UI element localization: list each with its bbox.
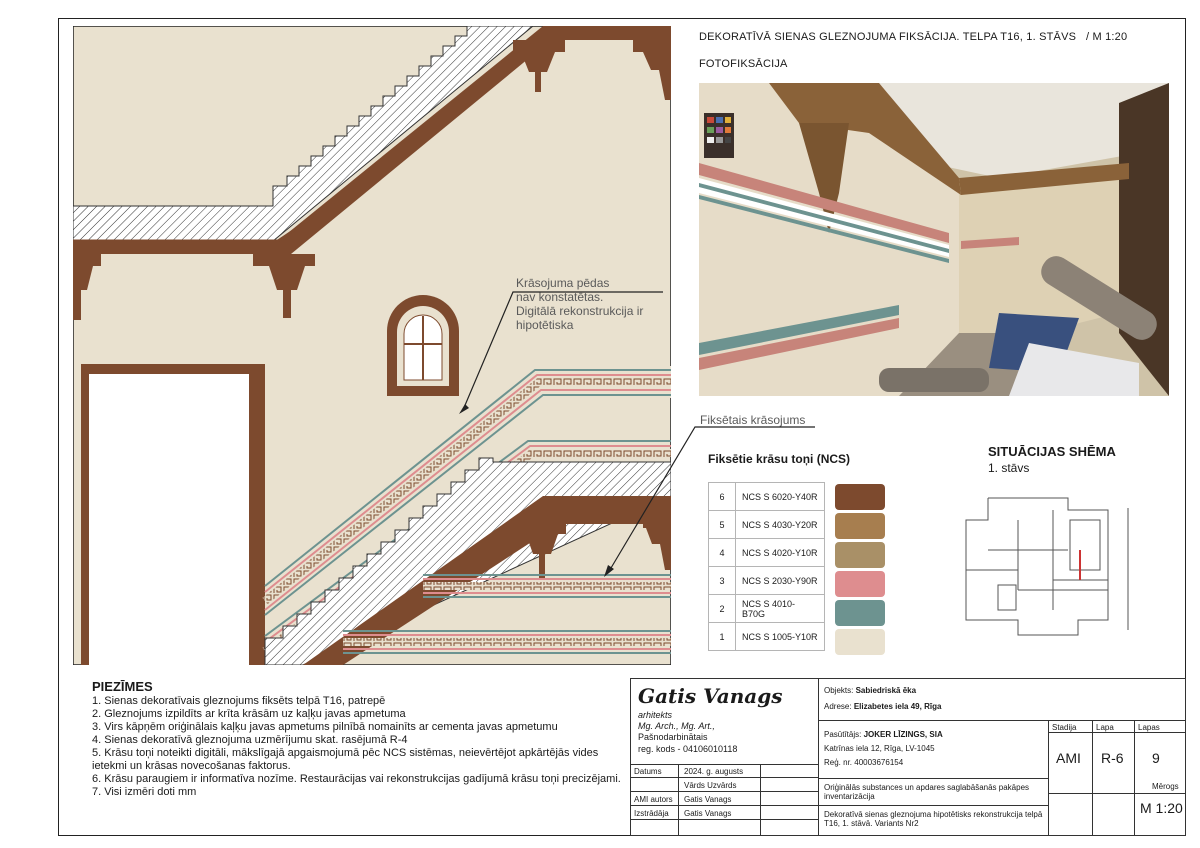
legend-title: Fiksētie krāsu toņi (NCS) [708,452,851,466]
note-item: 2. Gleznojums izpildīts ar krīta krāsām uz kaļķu javas apmetuma [92,708,406,720]
note-item: 4. Sienas dekoratīvā gleznojuma uzmērījumu skat. rasējumā R-4 [92,734,408,746]
notes-heading: PIEZĪMES [92,679,153,694]
name-sign-label: Vārds Uzvārds [684,781,737,790]
situation-floor: 1. stāvs [988,461,1030,475]
row-num: 3 [709,567,736,595]
author-degree: Mg. Arch., Mg. Art., [638,721,715,731]
row-num: 1 [709,623,736,651]
address-value: Elizabetes iela 49, Rīga [853,702,942,711]
table-row [709,623,825,651]
color-swatch-5 [835,513,885,539]
prepared-label: Izstrādāja [634,809,669,818]
color-swatch-1 [835,629,885,655]
author-reg: reg. kods - 04106010118 [638,744,738,754]
ncs-code: NCS S 4010-B70G [736,595,825,623]
prepared-value: Gatis Vanags [684,809,732,818]
hypo-line-3: Digitālā rekonstrukcija ir [516,304,644,318]
table-row [709,511,825,539]
table-row [709,483,825,511]
hypo-line-2: nav konstatētas. [516,290,604,304]
date-value: 2024. g. augusts [684,767,744,776]
sheets-label: Lapas [1138,723,1160,732]
address-label: Adrese: [824,702,852,711]
scale-label: Mērogs [1152,782,1179,791]
note-item: 3. Virs kāpņēm oriģinālais kaļķu javas apmetums pilnībā nomainīts ar cementa javas apmetumu [92,721,558,733]
stage-label: Stadija [1052,723,1077,732]
ncs-code: NCS S 1005-Y10R [736,623,825,651]
situation-title: SITUĀCIJAS SHĒMA [988,444,1116,459]
table-row [709,567,825,595]
color-swatch-2 [835,600,885,626]
note-item: 6. Krāsu paraugiem ir informatīva nozīme. Restaurācijas vai rekonstrukcijas gadījumā krāsu toņi precizējami. [92,773,621,785]
site-photo [699,83,1169,396]
table-row [709,595,825,623]
sheet-value: R-6 [1101,750,1124,766]
floor-plan [958,490,1138,640]
row-num: 6 [709,483,736,511]
hypo-line-1: Krāsojuma pēdas [516,276,610,290]
ami-author-value: Gatis Vanags [684,795,732,804]
ncs-code: NCS S 2030-Y90R [736,567,825,595]
color-swatch-4 [835,542,885,568]
author-signature: Gatis Vanags [638,684,783,708]
ami-author-label: AMI autors [634,795,673,804]
note-item: 5. Krāsu toņi noteikti digitāli, mākslīgajā apgaismojumā pēc NCS sistēmas, neievērtējot apkārtējās vides ietekmi un krāsas novecošanas faktorus. [92,747,599,772]
color-swatch-6 [835,484,885,510]
client-reg: Reģ. nr. 40003676154 [824,758,904,767]
doc-desc: Dekoratīvā sienas gleznojuma hipotētisks rekonstrukcija telpā T16, 1. stāvā. Variants Nr2 [824,810,1043,828]
client-address: Katrīnas iela 12, Rīga, LV-1045 [824,744,935,753]
photo-label: FOTOFIKSĀCIJA [699,58,788,70]
scale-value: M 1:20 [1140,800,1183,816]
author-role: arhitekts [638,710,673,720]
sheet-scale: / M 1:20 [1085,31,1128,43]
doc-type: Oriģinālās substances un apdares saglabāšanās pakāpes inventarizācija [824,783,1030,801]
table-row [709,539,825,567]
date-label: Datums [634,767,662,776]
ncs-code: NCS S 4020-Y10R [736,539,825,567]
wall-elevation-drawing [73,26,671,665]
sheets-value: 9 [1152,750,1160,766]
client-value: JOKER LĪZINGS, SIA [863,730,943,739]
note-item: 7. Visi izmēri doti mm [92,786,197,798]
ncs-table [708,482,825,651]
row-num: 5 [709,511,736,539]
row-num: 2 [709,595,736,623]
author-status: Pašnodarbinātais [638,732,708,742]
object-label: Objekts: [824,686,854,695]
ncs-code: NCS S 4030-Y20R [736,511,825,539]
color-swatch-3 [835,571,885,597]
note-item: 1. Sienas dekoratīvais gleznojums fiksēts telpā T16, patrepē [92,695,386,707]
stage-value: AMI [1056,750,1081,766]
hypothetical-note [516,276,643,332]
row-num: 4 [709,539,736,567]
fixed-paint-note: Fiksētais krāsojums [700,413,806,427]
ncs-code: NCS S 6020-Y40R [736,483,825,511]
client-label: Pasūtītājs: [824,730,862,739]
sheet-label: Lapa [1096,723,1114,732]
notes-section [92,680,627,799]
object-value: Sabiedriskā ēka [855,686,917,695]
hypo-line-4: hipotētiska [516,318,574,332]
sheet-title: DEKORATĪVĀ SIENAS GLEZNOJUMA FIKSĀCIJA. TELPA T16, 1. STĀVS / M 1:20 [699,31,1128,43]
